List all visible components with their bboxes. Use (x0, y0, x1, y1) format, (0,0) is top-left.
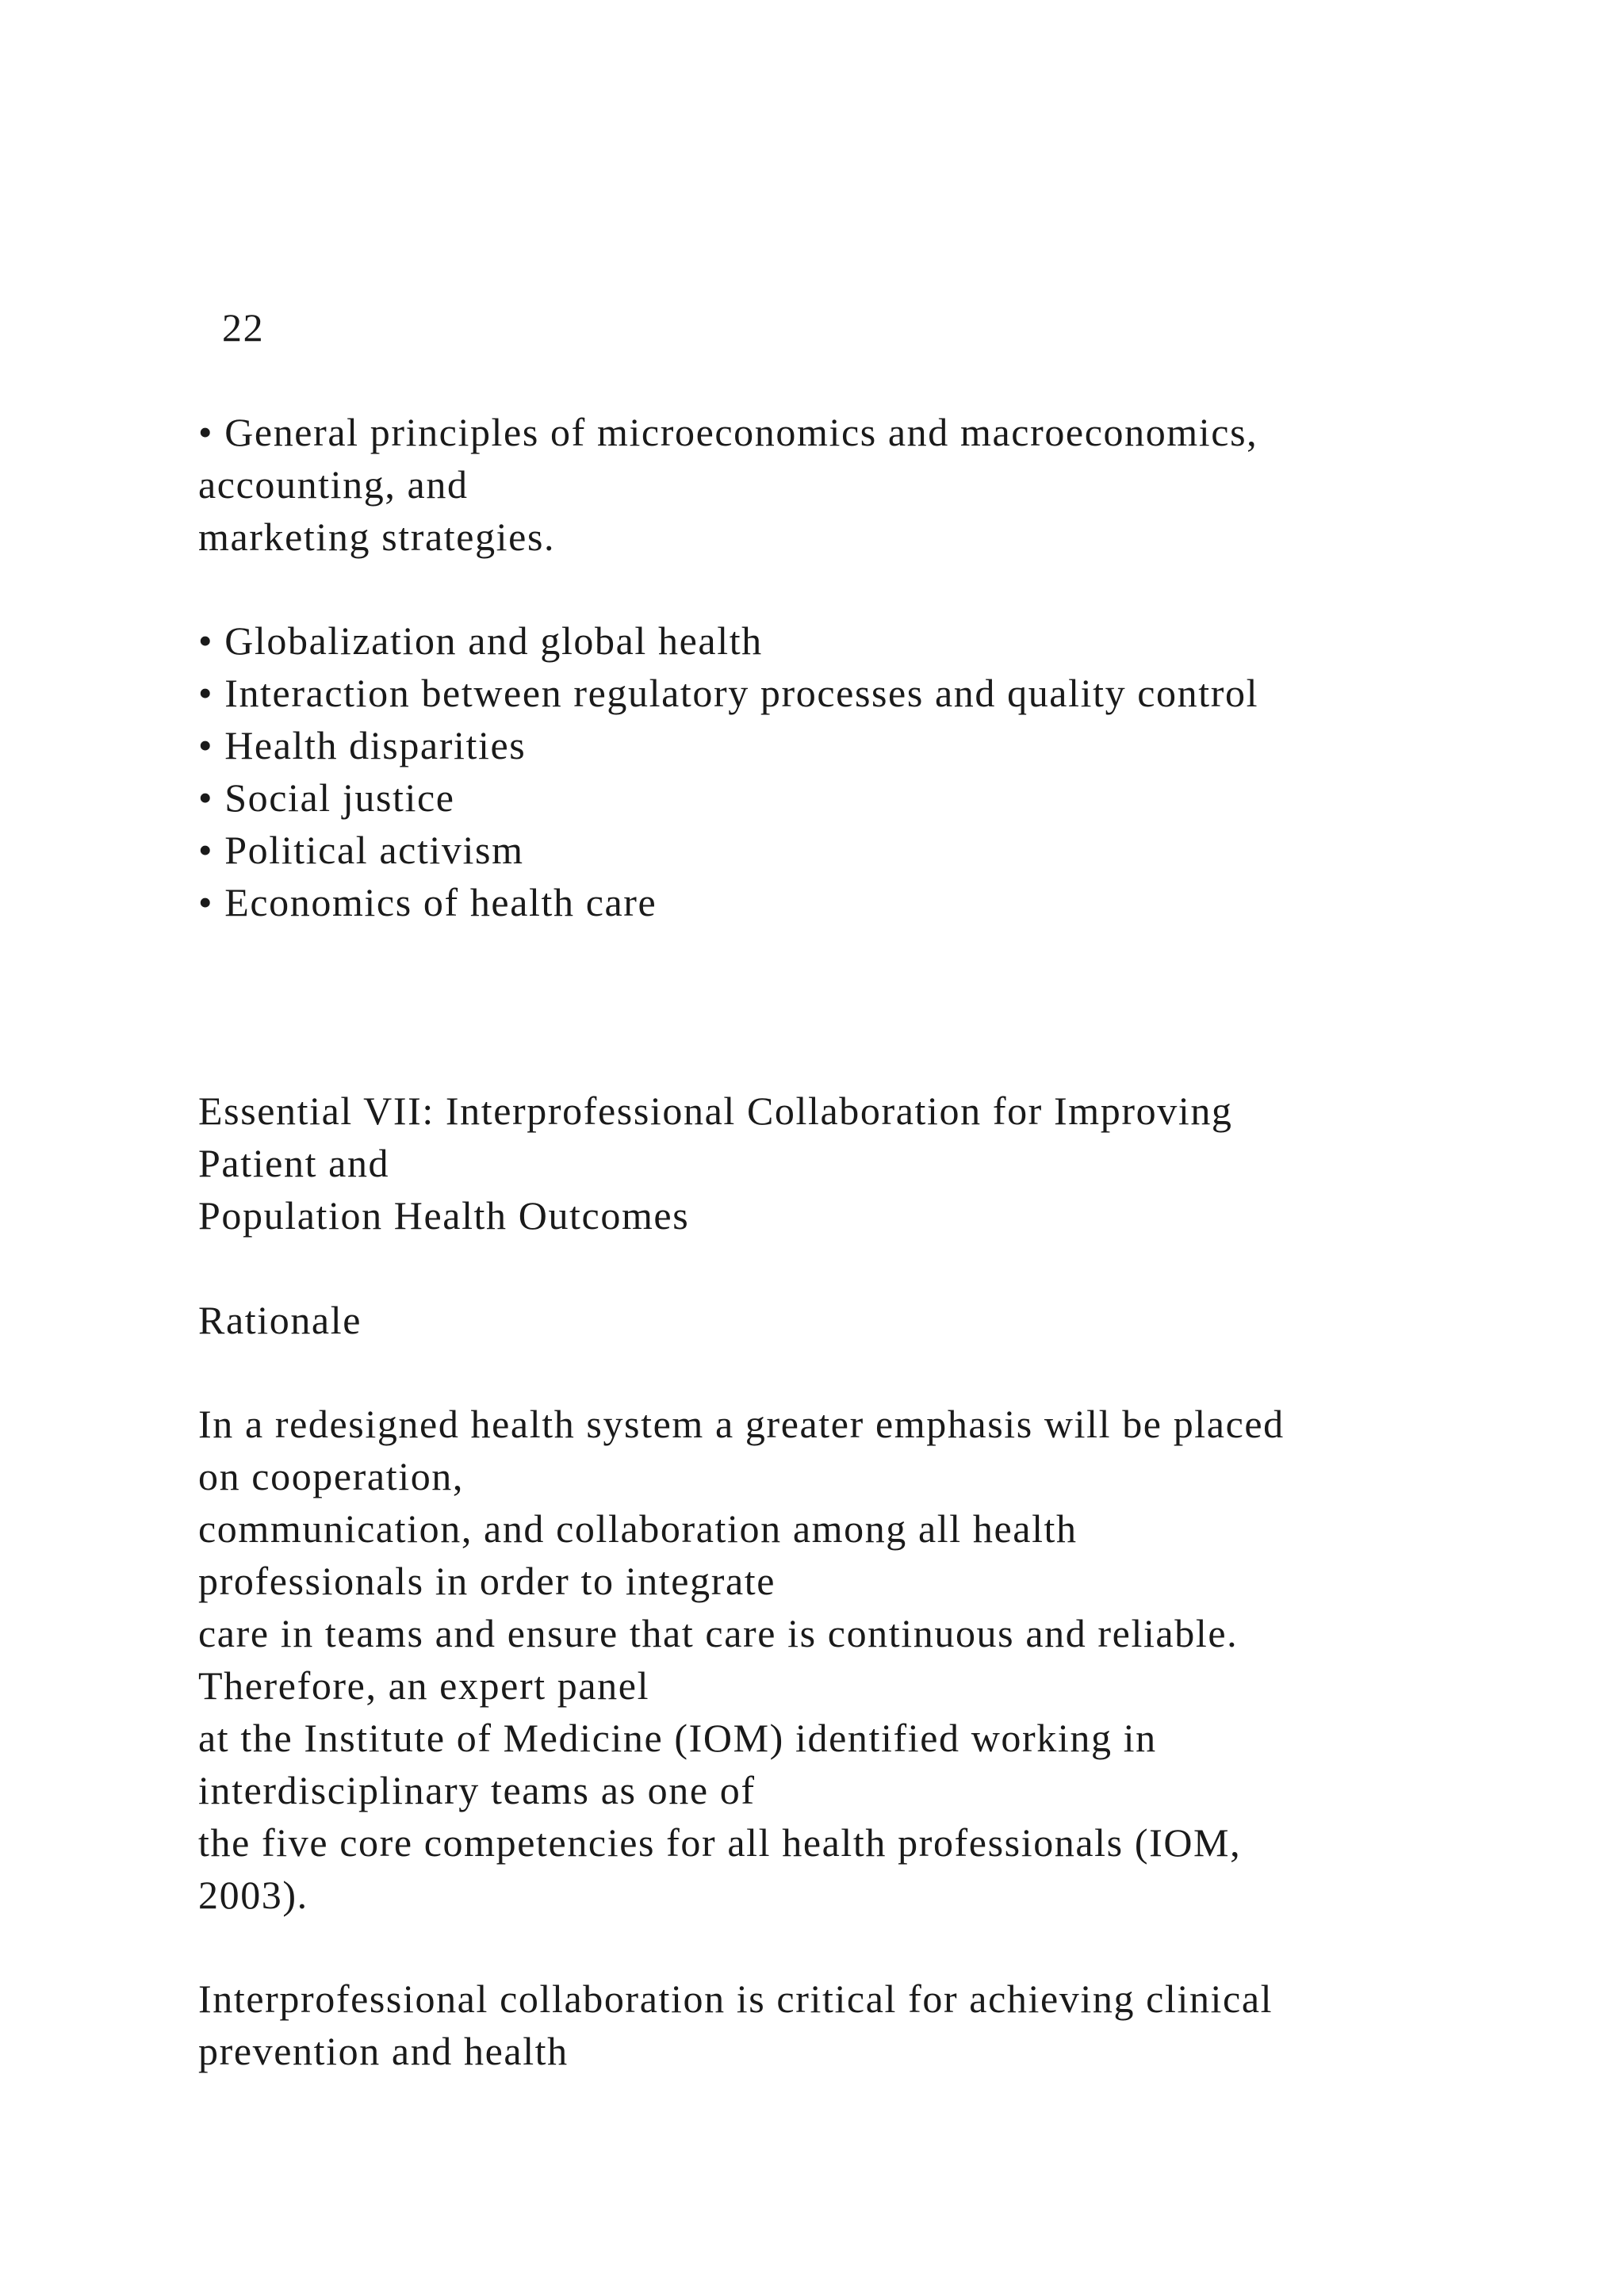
section-heading: Patient and (198, 1141, 390, 1185)
paragraph-line: at the Institute of Medicine (IOM) identified working in (198, 1716, 1157, 1760)
bullet-item-economics: • Economics of health care (198, 880, 657, 924)
paragraph-line: care in teams and ensure that care is continuous and reliable. (198, 1611, 1239, 1655)
bullet-item-social-justice: • Social justice (198, 775, 455, 820)
paragraph-line: the five core competencies for all health professionals (IOM, (198, 1820, 1242, 1865)
bullet-item-regulatory: • Interaction between regulatory processes and quality control (198, 671, 1259, 715)
paragraph-line: communication, and collaboration among all health (198, 1506, 1078, 1551)
text-line: accounting, and (198, 462, 469, 507)
paragraph-line: interdisciplinary teams as one of (198, 1768, 756, 1812)
subheading-rationale: Rationale (198, 1298, 362, 1342)
paragraph-line: Therefore, an expert panel (198, 1663, 650, 1708)
paragraph-line: Interprofessional collaboration is critical for achieving clinical (198, 1976, 1274, 2021)
bullet-item-globalization: • Globalization and global health (198, 618, 763, 663)
paragraph-line: prevention and health (198, 2029, 569, 2073)
section-heading: Essential VII: Interprofessional Collaboration for Improving (198, 1089, 1233, 1133)
text-line: marketing strategies. (198, 515, 556, 559)
page-number: 22 (222, 305, 265, 350)
bullet-item-principles: • General principles of microeconomics and macroeconomics, (198, 410, 1258, 454)
paragraph-line: on cooperation, (198, 1454, 465, 1498)
bullet-item-political-activism: • Political activism (198, 828, 524, 872)
bullet-item-disparities: • Health disparities (198, 723, 527, 767)
paragraph-line: In a redesigned health system a greater emphasis will be placed (198, 1402, 1285, 1446)
section-heading: Population Health Outcomes (198, 1193, 690, 1238)
paragraph-line: 2003). (198, 1873, 308, 1917)
paragraph-line: professionals in order to integrate (198, 1559, 776, 1603)
